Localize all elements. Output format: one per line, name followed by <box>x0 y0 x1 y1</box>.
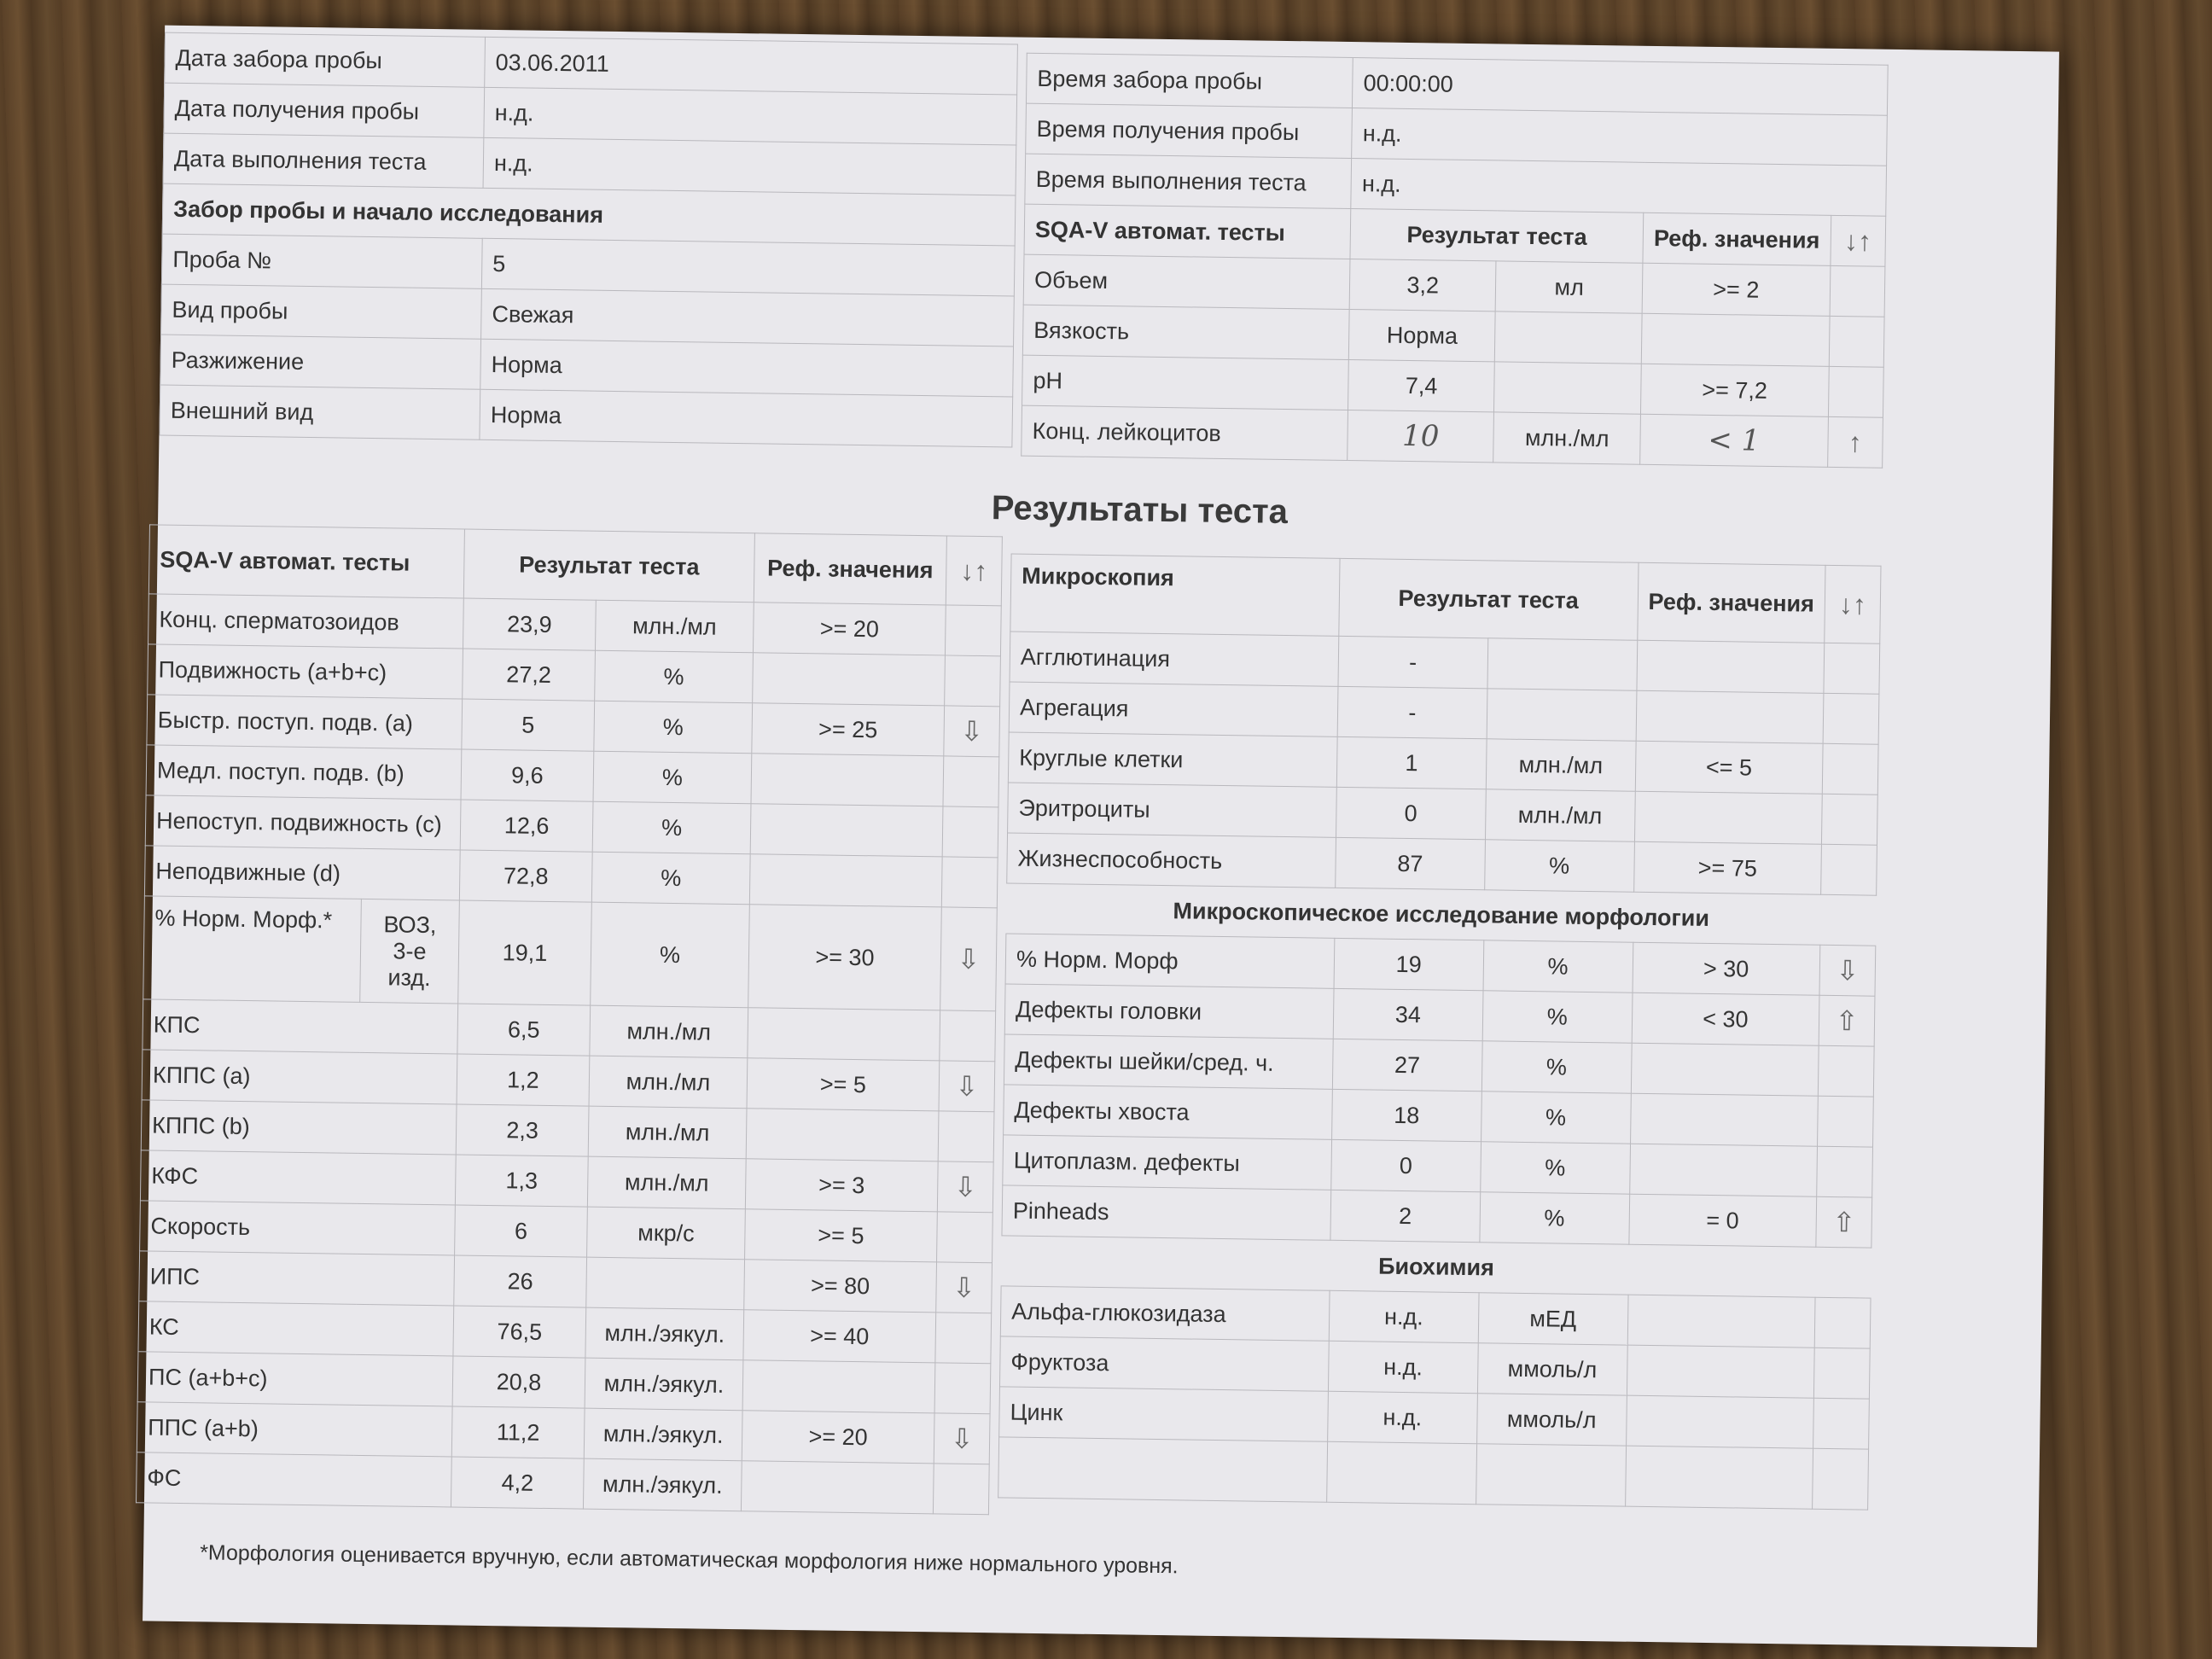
test-value: 2,3 <box>456 1104 589 1156</box>
test-unit: млн./эякул. <box>584 1408 742 1461</box>
test-ref <box>751 754 944 806</box>
test-ref <box>1641 313 1829 366</box>
test-value: 23,9 <box>463 598 596 650</box>
test-value: 34 <box>1333 988 1483 1040</box>
test-label: Объем <box>1023 254 1350 309</box>
field-value: н.д. <box>1352 108 1887 166</box>
test-value: н.д. <box>1328 1341 1478 1393</box>
test-label: % Норм. Морф <box>1005 934 1335 988</box>
field-value: 5 <box>481 238 1015 296</box>
test-label: КПС <box>143 999 458 1054</box>
flag-icon <box>934 1363 991 1414</box>
down-arrow-icon: ⇩ <box>944 706 1000 757</box>
test-label: ИПС <box>139 1251 455 1306</box>
up-arrow-icon: ↑ <box>1827 416 1883 468</box>
field-label: Время забора пробы <box>1026 53 1353 108</box>
flag-icon <box>1817 1146 1873 1197</box>
test-value: 6 <box>455 1205 588 1257</box>
test-value: Норма <box>1349 310 1496 362</box>
flag-icon <box>1822 743 1878 795</box>
test-label: Альфа-глюкозидаза <box>1000 1286 1330 1341</box>
flag-icon <box>938 1111 994 1162</box>
field-label: Дата получения пробы <box>164 83 485 137</box>
test-ref <box>1637 640 1825 693</box>
handwritten-ref: < 1 <box>1640 414 1828 467</box>
test-ref <box>1636 690 1824 743</box>
test-value: 4,2 <box>451 1457 584 1509</box>
test-value: 12,6 <box>460 800 593 852</box>
down-arrow-icon: ⇩ <box>934 1413 990 1464</box>
flag-icon <box>937 1212 993 1263</box>
test-unit: мкр/с <box>587 1207 746 1260</box>
test-label: КС <box>138 1301 454 1356</box>
test-ref <box>1634 791 1822 844</box>
arrows-icon: ↓↑ <box>946 536 1002 606</box>
field-label: Разжижение <box>160 335 481 389</box>
flag-icon <box>945 605 1001 656</box>
test-unit: % <box>1482 991 1633 1043</box>
test-ref: >= 75 <box>1633 841 1821 894</box>
test-ref <box>742 1360 935 1413</box>
test-ref <box>1631 1043 1819 1096</box>
flag-icon <box>942 806 998 858</box>
test-label: Фруктоза <box>999 1336 1329 1391</box>
test-label: Скорость <box>140 1201 456 1255</box>
column-header: Микроскопия <box>1010 554 1340 636</box>
test-ref: = 0 <box>1628 1194 1816 1247</box>
test-value: 7,4 <box>1348 360 1495 412</box>
test-ref <box>753 653 946 706</box>
test-ref <box>749 854 942 907</box>
test-value: 0 <box>1336 787 1486 839</box>
test-ref: >= 7,2 <box>1641 364 1829 416</box>
test-value: н.д. <box>1329 1290 1479 1342</box>
field-value: н.д. <box>1351 159 1886 217</box>
test-ref <box>741 1461 934 1514</box>
test-unit: млн./эякул. <box>585 1358 743 1411</box>
section-title: Забор пробы и начало исследования <box>162 183 1016 246</box>
field-value: н.д. <box>483 137 1016 195</box>
test-unit: % <box>593 751 752 804</box>
flag-icon <box>940 1010 996 1062</box>
flag-icon <box>1828 366 1883 417</box>
test-value: 0 <box>1331 1139 1481 1191</box>
test-label: Дефекты шейки/сред. ч. <box>1004 1034 1333 1089</box>
test-unit: млн./мл <box>588 1106 747 1159</box>
up-arrow-icon: ⇧ <box>1816 1196 1872 1248</box>
table-row <box>1010 554 1881 643</box>
test-value: 19,1 <box>458 900 592 1005</box>
down-arrow-icon: ⇩ <box>1819 945 1876 996</box>
test-ref: >= 25 <box>752 703 945 756</box>
test-ref <box>748 1008 940 1061</box>
test-ref: >= 30 <box>748 905 942 1010</box>
test-label: Жизнеспособность <box>1007 833 1336 888</box>
up-arrow-icon: ⇧ <box>1819 995 1875 1046</box>
field-value: Норма <box>480 389 1013 447</box>
test-label: Неподвижные (d) <box>144 846 460 900</box>
table-row <box>136 1452 989 1515</box>
test-label: pH <box>1022 355 1349 410</box>
down-arrow-icon: ⇩ <box>940 907 998 1011</box>
test-unit: % <box>592 801 751 854</box>
test-unit <box>1494 362 1642 414</box>
test-unit: ммоль/л <box>1477 1343 1627 1395</box>
test-ref: >= 5 <box>747 1058 940 1111</box>
flag-icon <box>1824 643 1880 694</box>
test-label: Вязкость <box>1022 305 1349 359</box>
test-label: Эритроциты <box>1008 783 1337 837</box>
test-value: 72,8 <box>459 850 592 902</box>
header-right-table <box>1021 53 1889 469</box>
handwritten-value: 10 <box>1348 410 1494 462</box>
test-value: 26 <box>454 1255 587 1307</box>
test-unit: % <box>591 852 750 905</box>
test-value: 6,5 <box>457 1004 591 1056</box>
test-unit: млн./эякул. <box>585 1307 744 1360</box>
flag-icon <box>1821 844 1877 895</box>
test-ref: >= 3 <box>745 1159 938 1212</box>
test-value: - <box>1337 686 1487 738</box>
test-label: Pinheads <box>1002 1185 1331 1240</box>
flag-icon <box>1829 316 1884 367</box>
test-unit: ммоль/л <box>1476 1394 1627 1446</box>
test-unit: % <box>1481 1091 1631 1144</box>
test-label: Непоступ. подвижность (c) <box>145 795 461 850</box>
test-label: КФС <box>140 1150 456 1205</box>
test-ref: < 30 <box>1632 992 1819 1045</box>
test-label: КППС (b) <box>141 1100 457 1155</box>
flag-icon <box>933 1464 989 1515</box>
column-header: Реф. значения <box>1637 562 1825 643</box>
test-value: 11,2 <box>451 1406 585 1458</box>
section-title: Биохимия <box>1001 1236 1871 1298</box>
down-arrow-icon: ⇩ <box>936 1262 992 1313</box>
arrows-icon: ↓↑ <box>1825 565 1881 643</box>
test-value: - <box>1338 636 1488 688</box>
column-header: SQA-V автомат. тесты <box>148 525 464 598</box>
test-value: 76,5 <box>453 1306 586 1358</box>
test-unit: % <box>595 650 754 703</box>
test-label: Агрегация <box>1009 682 1338 736</box>
down-arrow-icon: ⇩ <box>937 1161 993 1213</box>
field-label: Вид пробы <box>161 284 482 339</box>
test-label: КППС (a) <box>142 1050 457 1104</box>
table-row <box>998 1437 1869 1510</box>
test-label: Конц. лейкоцитов <box>1022 405 1348 460</box>
test-value: 87 <box>1336 837 1486 889</box>
column-header: Результат теста <box>463 529 754 602</box>
test-label: ППС (a+b) <box>137 1402 452 1457</box>
test-value: 9,6 <box>461 749 594 801</box>
test-unit <box>1487 638 1638 690</box>
test-unit: млн./мл <box>595 600 754 653</box>
test-unit: млн./мл <box>589 1056 748 1109</box>
test-unit: % <box>1484 840 1634 892</box>
column-header: SQA-V автомат. тесты <box>1024 204 1351 259</box>
test-label: Дефекты головки <box>1004 984 1334 1039</box>
test-label: Круглые клетки <box>1008 732 1337 787</box>
column-header: Результат теста <box>1339 558 1639 640</box>
flag-icon <box>941 857 998 908</box>
test-ref: >= 20 <box>753 602 946 655</box>
test-label: ПС (a+b+c) <box>137 1352 453 1406</box>
test-ref: >= 40 <box>743 1310 936 1363</box>
flag-icon <box>943 756 999 807</box>
flag-icon <box>1821 794 1877 845</box>
test-unit: % <box>594 701 753 754</box>
microscopy-table <box>998 553 1881 1510</box>
test-value: 19 <box>1334 938 1484 990</box>
test-ref: <= 5 <box>1635 741 1823 794</box>
test-label: Агглютинация <box>1010 632 1339 686</box>
test-unit: мл <box>1495 261 1643 313</box>
test-value: н.д. <box>1327 1391 1477 1443</box>
field-value: 00:00:00 <box>1353 58 1888 116</box>
table-row <box>160 385 1013 447</box>
flag-icon <box>1818 1045 1874 1097</box>
test-unit: млн./мл <box>590 1005 748 1058</box>
flag-icon <box>1823 693 1879 744</box>
field-label: Время выполнения теста <box>1025 154 1352 208</box>
lab-report-sheet <box>143 26 2059 1648</box>
header-left-table <box>159 32 1018 448</box>
test-unit: млн./мл <box>1486 739 1636 791</box>
test-unit: % <box>591 902 750 1008</box>
down-arrow-icon: ⇩ <box>939 1061 995 1112</box>
field-label: Дата выполнения теста <box>163 133 484 188</box>
test-ref <box>1630 1093 1818 1146</box>
test-value: 3,2 <box>1349 259 1496 311</box>
field-label: Дата забора пробы <box>165 32 486 87</box>
test-unit: % <box>1480 1142 1630 1194</box>
test-label: Конц. сперматозоидов <box>148 594 464 649</box>
test-unit <box>1495 311 1643 364</box>
footnote: *Морфология оценивается вручную, если автоматическая морфология ниже нормального уровня. <box>199 1540 1179 1579</box>
test-ref: >= 5 <box>745 1209 938 1262</box>
test-value: 1,2 <box>457 1054 590 1106</box>
column-header: Результат теста <box>1350 209 1644 264</box>
field-label: Внешний вид <box>160 385 480 439</box>
sqa-main-table <box>136 524 1003 1515</box>
table-row <box>148 525 1002 606</box>
section-title: Микроскопическое исследование морфологии <box>1006 883 1877 946</box>
column-header: Реф. значения <box>754 533 946 605</box>
flag-icon <box>935 1313 992 1364</box>
test-value: 5 <box>462 699 595 751</box>
table-row <box>143 896 998 1011</box>
test-unit: % <box>1481 1041 1632 1093</box>
test-ref: >= 2 <box>1642 263 1830 316</box>
test-unit: мЕД <box>1478 1293 1628 1345</box>
flag-icon <box>945 655 1001 707</box>
test-unit: млн./мл <box>1493 412 1641 464</box>
test-label: Цитоплазм. дефекты <box>1003 1135 1332 1190</box>
test-value: 1 <box>1336 736 1487 789</box>
test-value: 20,8 <box>452 1356 585 1408</box>
test-ref <box>750 804 943 857</box>
test-value: 2 <box>1330 1190 1481 1242</box>
test-unit <box>1487 689 1637 741</box>
test-label: Подвижность (a+b+c) <box>148 644 463 699</box>
test-label: % Норм. Морф.* <box>143 896 362 1003</box>
test-unit <box>586 1257 745 1310</box>
flag-icon <box>1817 1096 1873 1147</box>
test-ref <box>1629 1144 1817 1196</box>
test-ref <box>746 1109 939 1161</box>
field-value: Норма <box>480 339 1014 397</box>
method-label: ВОЗ, 3-е изд. <box>360 899 460 1004</box>
arrows-icon: ↓↑ <box>1830 215 1885 266</box>
test-ref: > 30 <box>1633 942 1820 995</box>
test-label: Быстр. поступ. подв. (a) <box>147 695 463 749</box>
test-value: 18 <box>1331 1089 1481 1141</box>
test-unit: млн./мл <box>587 1156 746 1209</box>
test-value: 27 <box>1332 1039 1482 1091</box>
field-value: 03.06.2011 <box>485 37 1018 95</box>
results-title: Результаты теста <box>991 489 1289 532</box>
field-label: Время получения пробы <box>1026 103 1353 158</box>
test-ref: >= 20 <box>742 1411 934 1464</box>
field-value: н.д. <box>484 87 1017 145</box>
test-value: 1,3 <box>455 1155 588 1207</box>
test-unit: % <box>1480 1192 1630 1244</box>
test-unit: % <box>1483 940 1633 992</box>
test-label: Дефекты хвоста <box>1004 1085 1333 1139</box>
test-label: Медл. поступ. подв. (b) <box>146 745 462 800</box>
field-value: Свежая <box>481 288 1015 346</box>
test-ref: >= 80 <box>744 1260 937 1313</box>
test-unit: млн./мл <box>1485 789 1635 841</box>
test-label: Цинк <box>999 1387 1329 1441</box>
test-unit: млн./эякул. <box>583 1458 742 1511</box>
column-header: Реф. значения <box>1643 212 1831 265</box>
flag-icon <box>1830 265 1885 317</box>
field-label: Проба № <box>161 234 482 288</box>
test-label: ФС <box>136 1452 451 1507</box>
test-value: 27,2 <box>463 649 596 701</box>
